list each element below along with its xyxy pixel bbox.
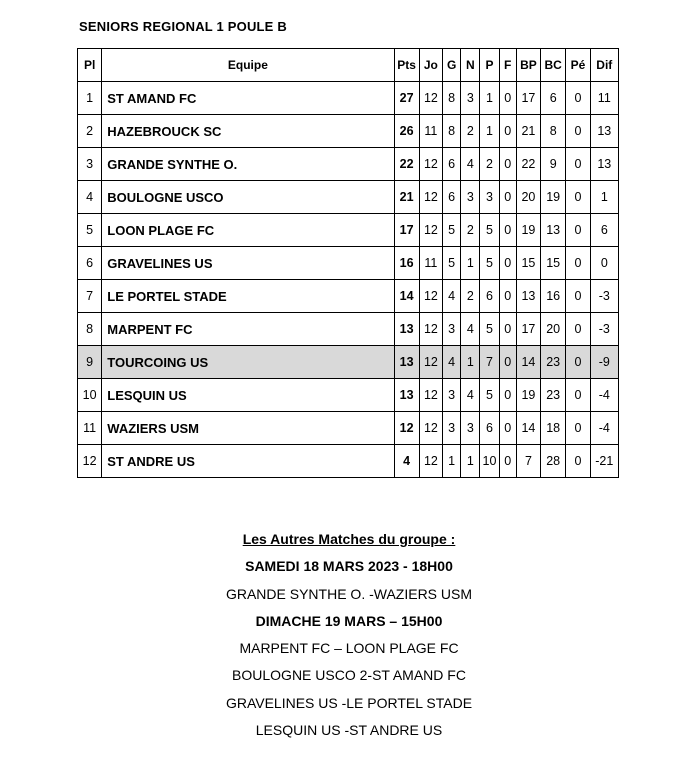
cell-g: 6 — [443, 148, 461, 181]
cell-pe: 0 — [566, 445, 590, 478]
cell-team: MARPENT FC — [102, 313, 394, 346]
cell-n: 3 — [461, 82, 480, 115]
cell-pts: 13 — [394, 313, 419, 346]
cell-pe: 0 — [566, 181, 590, 214]
header-row — [78, 49, 619, 82]
cell-pl: 6 — [78, 247, 102, 280]
cell-bc: 15 — [541, 247, 566, 280]
col-header-bc: BC — [541, 49, 566, 82]
cell-jo: 12 — [419, 412, 442, 445]
cell-g: 1 — [443, 445, 461, 478]
match-item: MARPENT FC – LOON PLAGE FC — [239, 640, 459, 657]
cell-pe: 0 — [566, 379, 590, 412]
cell-pts: 26 — [394, 115, 419, 148]
table-row — [78, 379, 619, 412]
cell-f: 0 — [499, 313, 516, 346]
cell-n: 4 — [461, 148, 480, 181]
table-row — [78, 313, 619, 346]
cell-bc: 28 — [541, 445, 566, 478]
cell-dif: 11 — [590, 82, 618, 115]
cell-f: 0 — [499, 115, 516, 148]
cell-bc: 6 — [541, 82, 566, 115]
cell-f: 0 — [499, 247, 516, 280]
cell-dif: 1 — [590, 181, 618, 214]
cell-n: 4 — [461, 379, 480, 412]
cell-jo: 12 — [419, 445, 442, 478]
cell-bc: 19 — [541, 181, 566, 214]
cell-p: 1 — [480, 82, 499, 115]
cell-dif: -3 — [590, 313, 618, 346]
match-item: GRANDE SYNTHE O. -WAZIERS USM — [225, 585, 473, 602]
col-header-jo: Jo — [419, 49, 442, 82]
table-row — [78, 82, 619, 115]
matches-heading: Les Autres Matches du groupe : — [242, 531, 456, 547]
cell-team: ST ANDRE US — [102, 445, 394, 478]
cell-pl: 8 — [78, 313, 102, 346]
cell-n: 2 — [461, 214, 480, 247]
cell-pe: 0 — [566, 313, 590, 346]
table-row — [78, 214, 619, 247]
standings-body — [78, 82, 619, 478]
cell-pl: 7 — [78, 280, 102, 313]
cell-g: 8 — [443, 82, 461, 115]
col-header-dif: Dif — [590, 49, 618, 82]
cell-f: 0 — [499, 148, 516, 181]
table-row — [78, 445, 619, 478]
cell-p: 1 — [480, 115, 499, 148]
cell-n: 1 — [461, 445, 480, 478]
cell-g: 3 — [443, 379, 461, 412]
cell-dif: 13 — [590, 148, 618, 181]
cell-p: 7 — [480, 346, 499, 379]
match-day-2: DIMACHE 19 MARS – 15H00 — [255, 612, 443, 629]
cell-bp: 22 — [516, 148, 540, 181]
cell-team: GRAVELINES US — [102, 247, 394, 280]
cell-pe: 0 — [566, 115, 590, 148]
cell-team: LE PORTEL STADE — [102, 280, 394, 313]
cell-bc: 16 — [541, 280, 566, 313]
cell-pl: 12 — [78, 445, 102, 478]
cell-g: 4 — [443, 280, 461, 313]
col-header-g: G — [443, 49, 461, 82]
cell-pl: 11 — [78, 412, 102, 445]
cell-jo: 12 — [419, 280, 442, 313]
cell-bp: 17 — [516, 313, 540, 346]
cell-f: 0 — [499, 280, 516, 313]
cell-bc: 13 — [541, 214, 566, 247]
table-row — [78, 280, 619, 313]
cell-p: 5 — [480, 313, 499, 346]
col-header-equipe: Equipe — [102, 49, 394, 82]
table-row — [78, 115, 619, 148]
cell-dif: 0 — [590, 247, 618, 280]
cell-f: 0 — [499, 82, 516, 115]
cell-dif: -3 — [590, 280, 618, 313]
table-row — [78, 247, 619, 280]
cell-team: TOURCOING US — [102, 346, 394, 379]
cell-n: 4 — [461, 313, 480, 346]
cell-team: ST AMAND FC — [102, 82, 394, 115]
cell-pe: 0 — [566, 346, 590, 379]
match-day-1: SAMEDI 18 MARS 2023 - 18H00 — [245, 558, 453, 575]
cell-pts: 16 — [394, 247, 419, 280]
cell-bc: 18 — [541, 412, 566, 445]
cell-bp: 13 — [516, 280, 540, 313]
cell-n: 3 — [461, 412, 480, 445]
cell-bp: 20 — [516, 181, 540, 214]
cell-pts: 27 — [394, 82, 419, 115]
cell-pts: 4 — [394, 445, 419, 478]
col-header-n: N — [461, 49, 480, 82]
cell-team: WAZIERS USM — [102, 412, 394, 445]
col-header-p: P — [480, 49, 499, 82]
cell-n: 2 — [461, 115, 480, 148]
cell-pts: 14 — [394, 280, 419, 313]
cell-jo: 12 — [419, 148, 442, 181]
cell-jo: 12 — [419, 82, 442, 115]
cell-jo: 12 — [419, 214, 442, 247]
cell-dif: -9 — [590, 346, 618, 379]
cell-g: 8 — [443, 115, 461, 148]
cell-pe: 0 — [566, 214, 590, 247]
col-header-bp: BP — [516, 49, 540, 82]
cell-f: 0 — [499, 379, 516, 412]
cell-pl: 9 — [78, 346, 102, 379]
cell-jo: 12 — [419, 313, 442, 346]
cell-dif: -4 — [590, 412, 618, 445]
cell-dif: 6 — [590, 214, 618, 247]
cell-pl: 3 — [78, 148, 102, 181]
col-header-pe: Pé — [566, 49, 590, 82]
cell-team: GRANDE SYNTHE O. — [102, 148, 394, 181]
col-header-pl: Pl — [78, 49, 102, 82]
cell-bp: 21 — [516, 115, 540, 148]
cell-bp: 19 — [516, 214, 540, 247]
cell-f: 0 — [499, 181, 516, 214]
cell-pts: 17 — [394, 214, 419, 247]
table-row — [78, 148, 619, 181]
cell-pl: 5 — [78, 214, 102, 247]
cell-p: 2 — [480, 148, 499, 181]
cell-g: 5 — [443, 214, 461, 247]
cell-team: LOON PLAGE FC — [102, 214, 394, 247]
cell-bp: 15 — [516, 247, 540, 280]
table-row — [78, 181, 619, 214]
col-header-f: F — [499, 49, 516, 82]
cell-team: HAZEBROUCK SC — [102, 115, 394, 148]
cell-pts: 22 — [394, 148, 419, 181]
cell-pts: 12 — [394, 412, 419, 445]
match-item: LESQUIN US -ST ANDRE US — [255, 722, 443, 739]
cell-f: 0 — [499, 346, 516, 379]
cell-pl: 10 — [78, 379, 102, 412]
table-row — [78, 412, 619, 445]
cell-jo: 11 — [419, 115, 442, 148]
cell-bp: 14 — [516, 346, 540, 379]
cell-pe: 0 — [566, 148, 590, 181]
cell-pe: 0 — [566, 412, 590, 445]
cell-g: 3 — [443, 313, 461, 346]
cell-pts: 13 — [394, 346, 419, 379]
cell-jo: 12 — [419, 181, 442, 214]
page-title: SENIORS REGIONAL 1 POULE B — [79, 19, 287, 34]
cell-bp: 7 — [516, 445, 540, 478]
cell-g: 6 — [443, 181, 461, 214]
cell-pe: 0 — [566, 280, 590, 313]
cell-n: 3 — [461, 181, 480, 214]
standings-table — [77, 48, 619, 478]
cell-jo: 12 — [419, 379, 442, 412]
cell-g: 3 — [443, 412, 461, 445]
cell-n: 2 — [461, 280, 480, 313]
col-header-pts: Pts — [394, 49, 419, 82]
cell-pl: 4 — [78, 181, 102, 214]
cell-jo: 11 — [419, 247, 442, 280]
cell-f: 0 — [499, 412, 516, 445]
cell-g: 4 — [443, 346, 461, 379]
cell-team: LESQUIN US — [102, 379, 394, 412]
cell-g: 5 — [443, 247, 461, 280]
cell-bc: 8 — [541, 115, 566, 148]
match-item: GRAVELINES US -LE PORTEL STADE — [225, 694, 473, 711]
cell-p: 3 — [480, 181, 499, 214]
cell-bc: 20 — [541, 313, 566, 346]
cell-bp: 17 — [516, 82, 540, 115]
cell-pe: 0 — [566, 247, 590, 280]
cell-p: 5 — [480, 214, 499, 247]
cell-f: 0 — [499, 214, 516, 247]
cell-dif: -21 — [590, 445, 618, 478]
other-matches — [0, 526, 690, 744]
cell-pts: 21 — [394, 181, 419, 214]
table-row — [78, 346, 619, 379]
cell-p: 6 — [480, 280, 499, 313]
cell-pe: 0 — [566, 82, 590, 115]
cell-bc: 23 — [541, 346, 566, 379]
cell-team: BOULOGNE USCO — [102, 181, 394, 214]
cell-n: 1 — [461, 346, 480, 379]
match-item: BOULOGNE USCO 2-ST AMAND FC — [232, 667, 466, 684]
cell-f: 0 — [499, 445, 516, 478]
cell-dif: 13 — [590, 115, 618, 148]
cell-bc: 9 — [541, 148, 566, 181]
cell-n: 1 — [461, 247, 480, 280]
cell-bc: 23 — [541, 379, 566, 412]
cell-jo: 12 — [419, 346, 442, 379]
cell-p: 5 — [480, 247, 499, 280]
cell-p: 10 — [480, 445, 499, 478]
cell-pl: 2 — [78, 115, 102, 148]
cell-dif: -4 — [590, 379, 618, 412]
cell-bp: 14 — [516, 412, 540, 445]
cell-pl: 1 — [78, 82, 102, 115]
cell-bp: 19 — [516, 379, 540, 412]
cell-p: 5 — [480, 379, 499, 412]
cell-pts: 13 — [394, 379, 419, 412]
cell-p: 6 — [480, 412, 499, 445]
